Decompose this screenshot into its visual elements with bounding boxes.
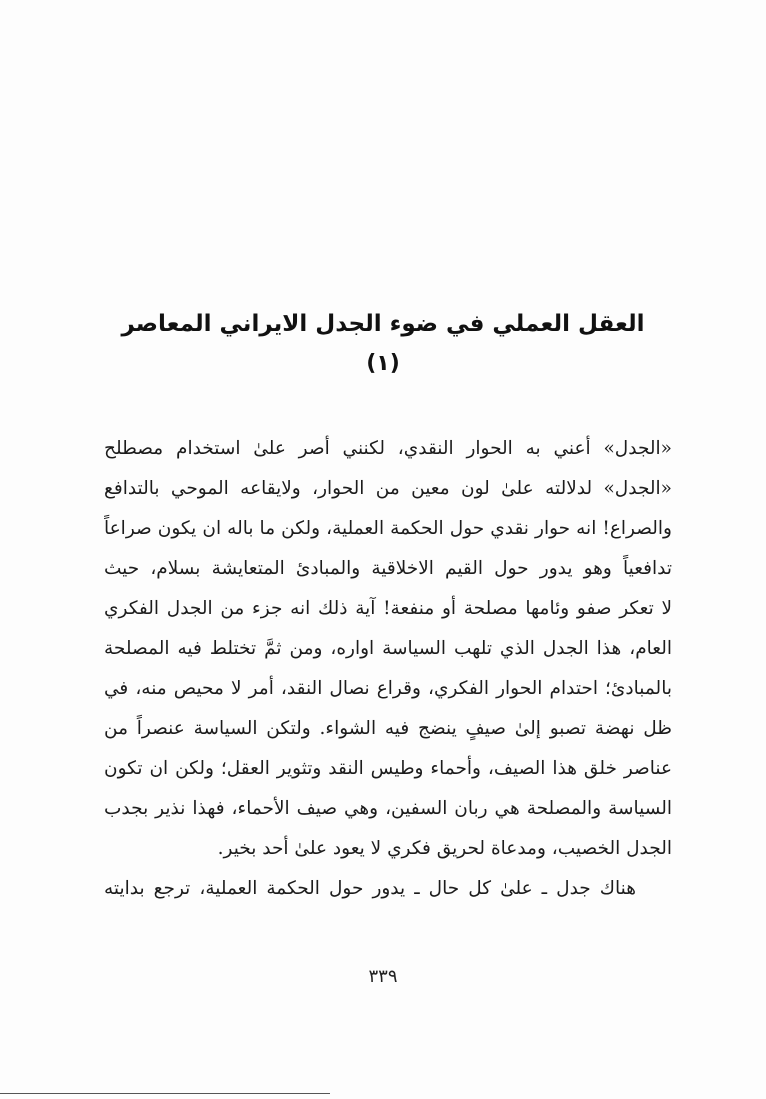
text-line: هناك جدل ـ علىٰ كل حال ـ يدور حول الحكمة العملية، ترجع بدايته <box>104 878 636 899</box>
text-line: عناصر خلق هذا الصيف، وأحماء وطيس النقد وتثوير العقل؛ ولكن ان تكون <box>104 758 672 779</box>
page-number: ٣٣٩ <box>368 966 398 987</box>
chapter-title: العقل العملي في ضوء الجدل الايراني المعاصر <box>121 311 645 337</box>
text-line: الجدل الخصيب، ومدعاة لحريق فكري لا يعود علىٰ أحد بخير. <box>217 838 672 859</box>
text-line: «الجدل» لدلالته علىٰ لون معين من الحوار، ولايقاعه الموحي بالتدافع <box>104 478 672 499</box>
text-line: ظل نهضة تصبو إلىٰ صيفٍ ينضج فيه الشواء. ولتكن السياسة عنصراً من <box>104 718 672 739</box>
chapter-part-number: (١) <box>366 351 400 376</box>
text-line: العام، هذا الجدل الذي تلهب السياسة اواره، ومن ثمَّ تختلط فيه المصلحة <box>104 638 672 659</box>
scan-edge-line <box>0 1093 330 1094</box>
text-line: تدافعياً وهو يدور حول القيم الاخلاقية والمبادئ المتعايشة بسلام، حيث <box>104 558 672 579</box>
text-line: «الجدل» أعني به الحوار النقدي، لكنني أصر علىٰ استخدام مصطلح <box>104 438 672 459</box>
text-line: لا تعكر صفو وئامها مصلحة أو منفعة! آية ذلك انه جزء من الجدل الفكري <box>104 598 672 619</box>
body-text <box>104 429 672 909</box>
text-line: بالمبادئ؛ احتدام الحوار الفكري، وقراع نصال النقد، أمر لا محيص منه، في <box>104 678 672 699</box>
text-line: السياسة والمصلحة هي ربان السفين، وهي صيف الأحماء، فهذا نذير بجدب <box>104 798 672 819</box>
text-line: والصراع! انه حوار نقدي حول الحكمة العملية، ولكن ما باله ان يكون صراعاً <box>104 518 672 539</box>
